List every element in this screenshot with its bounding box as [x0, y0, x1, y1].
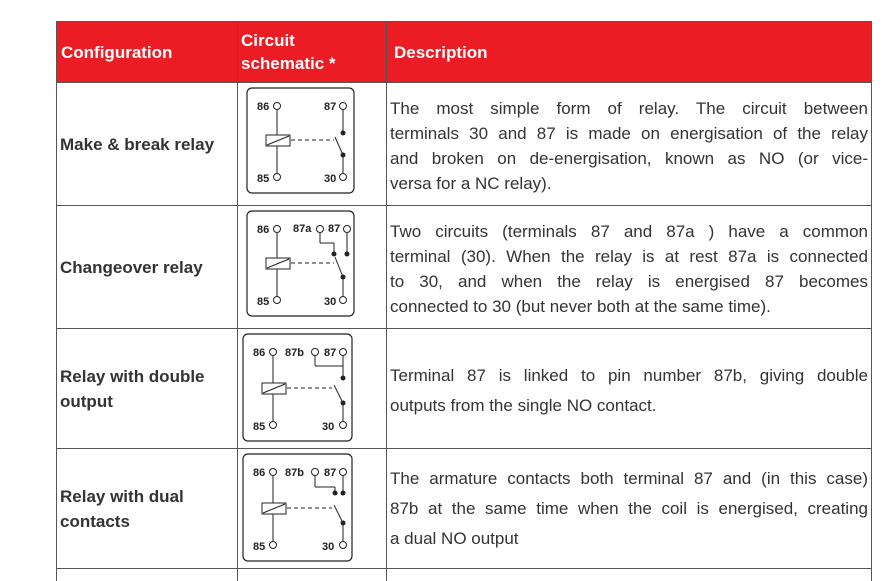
header-circuit-line2: schematic *	[241, 54, 336, 73]
description-line: versa for a NC relay).	[390, 174, 552, 193]
table-border-right	[871, 21, 872, 581]
terminal-85-label: 85	[257, 173, 270, 185]
terminal-86	[274, 103, 281, 110]
terminal-87-label: 87	[328, 223, 341, 235]
terminal-86-label: 86	[253, 467, 266, 479]
terminal-86	[270, 469, 277, 476]
column-divider-1	[237, 21, 238, 581]
config-changeover-relay: Changeover relay	[60, 258, 203, 277]
terminal-85-label: 85	[253, 421, 266, 433]
terminal-85-label: 85	[257, 296, 270, 308]
terminal-87	[340, 469, 347, 476]
config-line: contacts	[60, 512, 130, 531]
header-description: Description	[394, 43, 488, 62]
description-relay-dual-contacts	[390, 464, 868, 554]
description-line: a dual NO output	[390, 529, 519, 548]
terminal-87	[340, 349, 347, 356]
terminal-30	[340, 422, 347, 429]
terminal-85	[274, 174, 281, 181]
terminal-30	[340, 174, 347, 181]
terminal-85	[270, 542, 277, 549]
terminal-85	[274, 297, 281, 304]
description-line: connected to 30 (but never both at the same time).	[390, 297, 771, 316]
table-border-top	[56, 21, 872, 22]
config-line: output	[60, 392, 113, 411]
row-divider	[56, 448, 872, 449]
description-line: Two circuits (terminals 87 and 87a ) have a common	[390, 222, 868, 241]
terminal-87b-label: 87b	[285, 347, 304, 359]
config-relay-double-output	[60, 364, 236, 414]
terminal-87-label: 87	[324, 101, 337, 113]
terminal-87-label: 87	[324, 347, 337, 359]
config-relay-dual-contacts	[60, 484, 236, 534]
relay-configuration-table	[56, 21, 872, 581]
row-divider	[56, 328, 872, 329]
terminal-86-label: 86	[257, 101, 270, 113]
description-make-break-relay	[390, 96, 868, 196]
description-line: Terminal 87 is linked to pin number 87b, giving double	[390, 366, 868, 385]
description-line: 87b at the same time when the coil is energised, creating	[390, 499, 868, 518]
terminal-87	[344, 226, 351, 233]
row-divider	[56, 568, 872, 569]
description-line: The armature contacts both terminal 87 and (in this case)	[390, 469, 868, 488]
schematic-make-break-relay	[246, 87, 356, 195]
terminal-85	[270, 422, 277, 429]
schematic-relay-dual-contacts	[242, 453, 354, 563]
terminal-87b	[312, 469, 319, 476]
table-border-left	[56, 21, 57, 581]
terminal-87-label: 87	[324, 467, 337, 479]
terminal-86	[270, 349, 277, 356]
description-line: The most simple form of relay. The circuit between	[390, 99, 868, 118]
header-configuration: Configuration	[61, 43, 173, 62]
terminal-86-label: 86	[253, 347, 266, 359]
column-divider-2	[386, 21, 387, 581]
header-circuit-line1: Circuit	[241, 31, 295, 50]
terminal-30-label: 30	[322, 421, 335, 433]
terminal-86-label: 86	[257, 224, 270, 236]
description-line: to 30, and when the relay is energised 87 becomes	[390, 272, 868, 291]
terminal-87b	[312, 349, 319, 356]
terminal-30	[340, 542, 347, 549]
schematic-changeover-relay	[246, 210, 356, 318]
terminal-87b-label: 87b	[285, 467, 304, 479]
description-changeover-relay	[390, 219, 868, 319]
row-divider	[56, 205, 872, 206]
terminal-30-label: 30	[324, 296, 337, 308]
terminal-87	[340, 103, 347, 110]
description-line: terminals 30 and 87 is made on energisation of the relay	[390, 124, 868, 143]
terminal-86	[274, 226, 281, 233]
row-divider	[56, 82, 872, 83]
description-line: outputs from the single NO contact.	[390, 396, 657, 415]
config-make-break-relay: Make & break relay	[60, 135, 215, 154]
description-line: terminal (30). When the relay is at rest 87a is connected	[390, 247, 868, 266]
terminal-85-label: 85	[253, 541, 266, 553]
terminal-87a	[317, 226, 324, 233]
config-line: Relay with dual	[60, 487, 184, 506]
schematic-relay-double-output	[242, 333, 354, 443]
terminal-30-label: 30	[324, 173, 337, 185]
description-relay-double-output	[390, 361, 868, 421]
terminal-30	[340, 297, 347, 304]
description-line: and broken on de-energisation, known as NO (or vice-	[390, 149, 868, 168]
terminal-30-label: 30	[322, 541, 335, 553]
header-circuit-schematic	[241, 29, 336, 75]
terminal-87a-label: 87a	[293, 223, 312, 235]
config-line: Relay with double	[60, 367, 205, 386]
